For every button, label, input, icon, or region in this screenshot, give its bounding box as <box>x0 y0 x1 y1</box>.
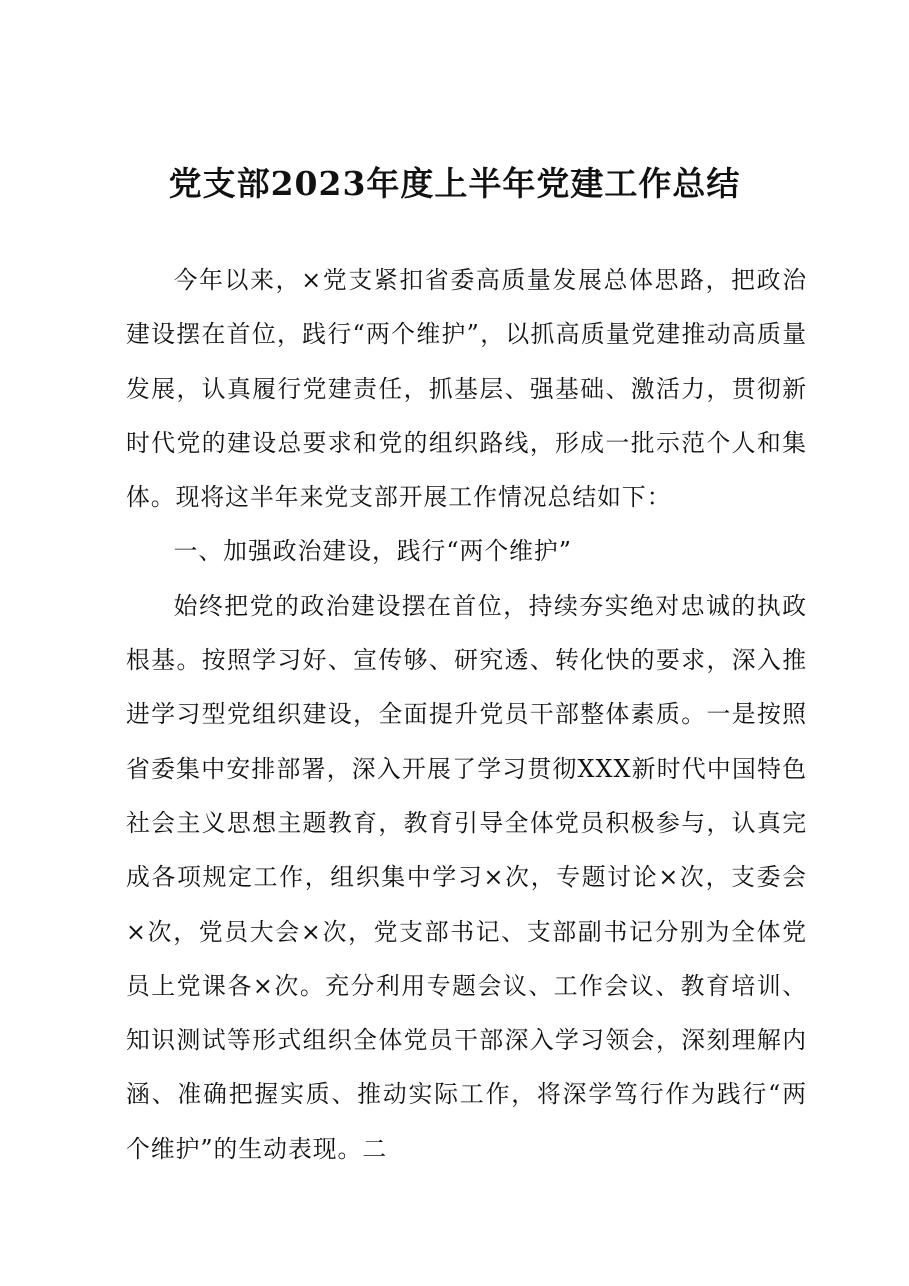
section-heading-1: 一、加强政治建设，践行“两个维护” <box>173 537 572 566</box>
document-title: 党支部2023年度上半年党建工作总结 <box>168 164 741 203</box>
paragraph-political-building: 始终把党的政治建设摆在首位，持续夯实绝对忠诚的执政根基。按照学习好、宣传够、研究透、转化快的要求，深入推进学习型党组织建设，全面提升党员干部整体素质。一是按照省委集中安排部署，深入开展了学习贯彻XXX新时代中国特色社会主义思想主题教育，教育引导全体党员积极参与，认真完成各项规定工作，组织集中学习×次，专题讨论×次，支委会×次，党员大会×次，党支部书记、支部副书记分别为全体党员上党课各×次。充分利用专题会议、工作会议、教育培训、知识测试等形式组织全体党员干部深入学习领会，深刻理解内涵、准确把握实质、推动实际工作，将深学笃行作为践行“两个维护”的生动表现。二 <box>126 591 807 1163</box>
document-body <box>126 253 807 1176</box>
paragraph-intro: 今年以来，×党支紧扣省委高质量发展总体思路，把政治建设摆在首位，践行“两个维护”，以抓高质量党建推动高质量发展，认真履行党建责任，抓基层、强基础、激活力，贯彻新时代党的建设总要求和党的组织路线，形成一批示范个人和集体。现将这半年来党支部开展工作情况总结如下： <box>126 266 807 512</box>
